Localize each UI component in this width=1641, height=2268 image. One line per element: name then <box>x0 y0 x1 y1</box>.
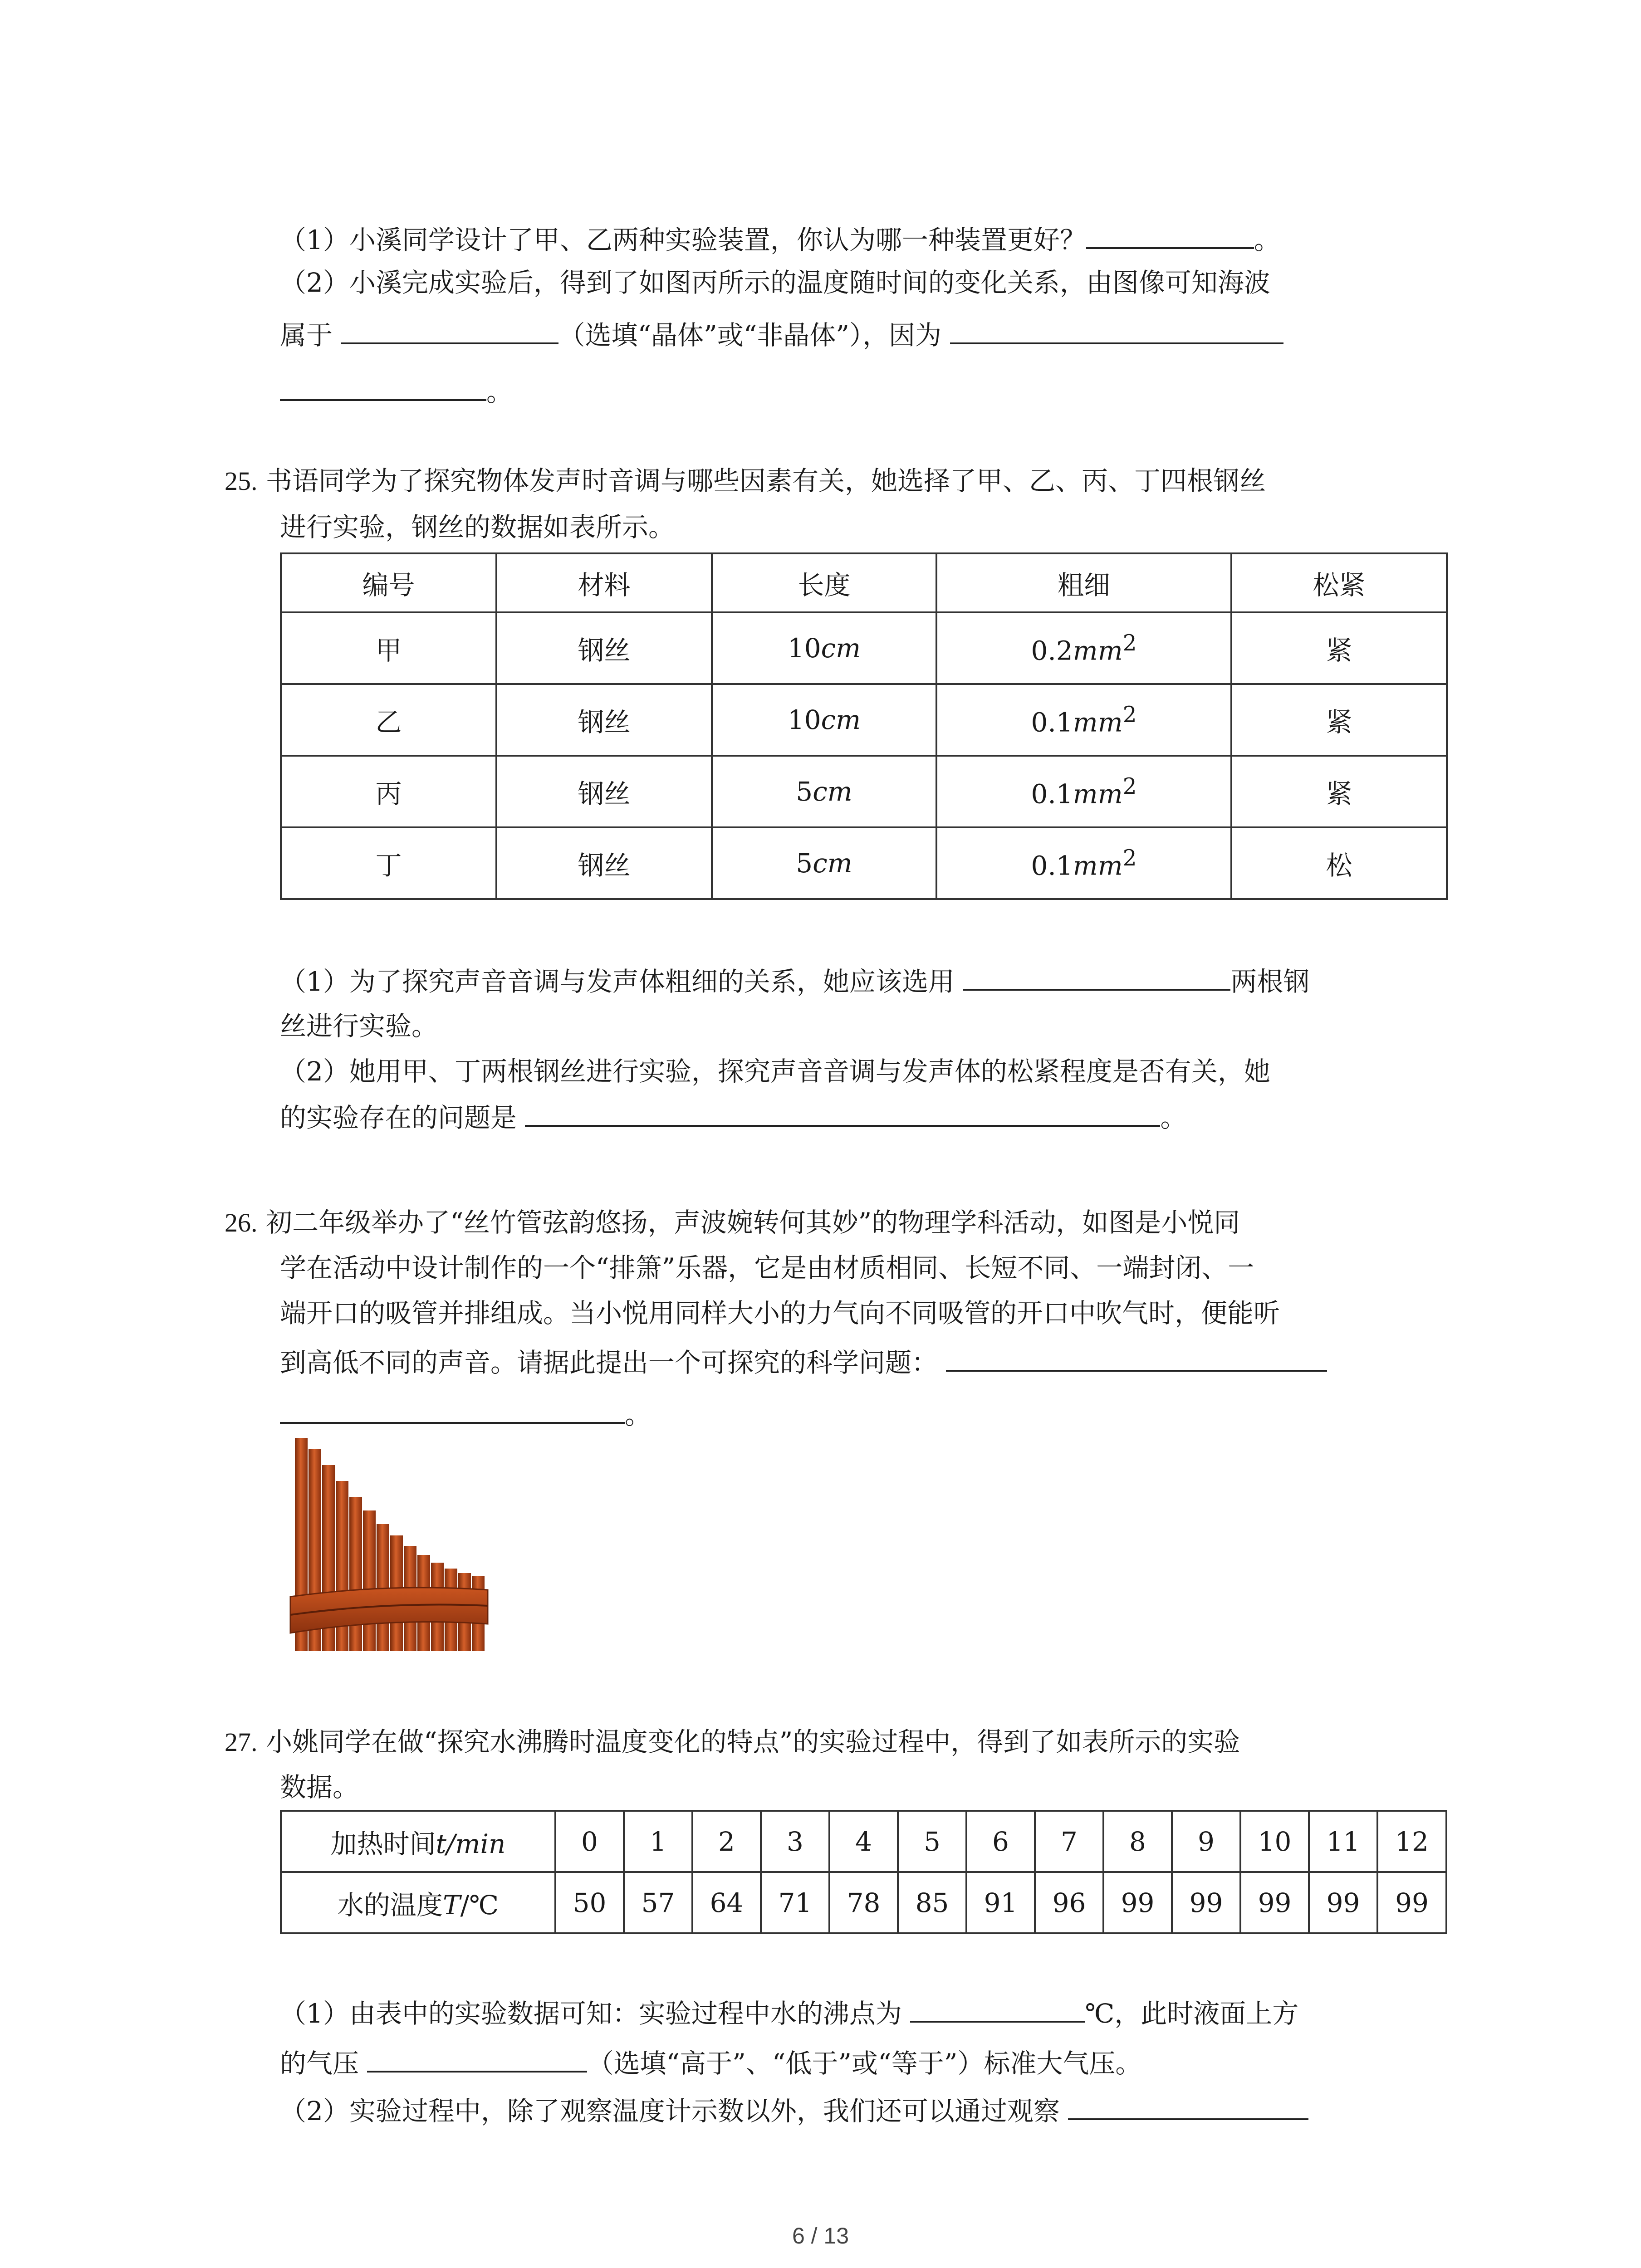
row-label-temp: 水的温度T/℃ <box>281 1872 555 1933</box>
answer-blank[interactable] <box>963 962 1230 991</box>
temp-cell: 91 <box>966 1872 1035 1933</box>
wire-length: 5cm <box>712 827 936 899</box>
row-label-time: 加热时间t/min <box>281 1811 555 1872</box>
answer-blank[interactable] <box>367 2043 587 2072</box>
wire-id: 乙 <box>281 684 496 756</box>
pan-flute-image <box>281 1433 499 1660</box>
answer-blank[interactable] <box>1068 2091 1308 2120</box>
table-header: 粗细 <box>936 553 1231 612</box>
q26-line4: 到高低不同的声音。请据此提出一个可探究的科学问题： <box>280 1343 1327 1381</box>
wire-material: 钢丝 <box>496 756 712 827</box>
table-row <box>281 684 1447 756</box>
wire-material: 钢丝 <box>496 684 712 756</box>
wire-length: 5cm <box>712 756 936 827</box>
wire-thickness: $0.1mm^2$ <box>936 684 1231 756</box>
boiling-data-table <box>280 1810 1447 1934</box>
wire-tension: 紧 <box>1231 684 1447 756</box>
wire-thickness: $0.1mm^2$ <box>936 756 1231 827</box>
wire-thickness: $0.1mm^2$ <box>936 827 1231 899</box>
time-cell: 0 <box>555 1811 624 1872</box>
q27-sub1-cont: 的气压 （选填“高于”、“低于”或“等于”）标准大气压。 <box>280 2043 1141 2082</box>
steel-wire-table <box>280 552 1448 900</box>
table-header: 编号 <box>281 553 496 612</box>
temp-cell: 99 <box>1103 1872 1172 1933</box>
table-row <box>281 612 1447 684</box>
wire-tension: 松 <box>1231 827 1447 899</box>
wire-length: 10cm <box>712 612 936 684</box>
answer-blank[interactable] <box>280 372 486 401</box>
temp-cell: 85 <box>898 1872 966 1933</box>
time-cell: 2 <box>692 1811 761 1872</box>
time-cell: 7 <box>1035 1811 1103 1872</box>
q24-sub2-line3: 。 <box>280 372 513 410</box>
q25-sub2: （2）她用甲、丁两根钢丝进行实验，探究声音音调与发声体的松紧程度是否有关，她 <box>280 1056 1270 1087</box>
wire-id: 丁 <box>281 827 496 899</box>
answer-blank[interactable] <box>910 1994 1085 2023</box>
table-header: 长度 <box>712 553 936 612</box>
q27-line1: 27. 小姚同学在做“探究水沸腾时温度变化的特点”的实验过程中，得到了如表所示的实验 <box>225 1726 1240 1757</box>
answer-blank[interactable] <box>946 1343 1327 1372</box>
question-number: 25. <box>225 466 258 496</box>
temp-cell: 99 <box>1309 1872 1377 1933</box>
q25-sub1: （1）为了探究声音音调与发声体粗细的关系，她应该选用 两根钢 <box>280 962 1309 1000</box>
question-number: 26. <box>225 1208 258 1237</box>
wire-tension: 紧 <box>1231 612 1447 684</box>
q24-sub1: （1）小溪同学设计了甲、乙两种实验装置，你认为哪一种装置更好？ 。 <box>280 220 1280 258</box>
temp-cell: 64 <box>692 1872 761 1933</box>
temp-cell: 57 <box>624 1872 692 1933</box>
answer-blank[interactable] <box>280 1395 625 1424</box>
q27-sub1: （1）由表中的实验数据可知：实验过程中水的沸点为 ℃，此时液面上方 <box>280 1994 1298 2032</box>
time-cell: 9 <box>1172 1811 1240 1872</box>
q26-line1: 26. 初二年级举办了“丝竹管弦韵悠扬，声波婉转何其妙”的物理学科活动，如图是小悦同 <box>225 1207 1240 1238</box>
time-cell: 5 <box>898 1811 966 1872</box>
temp-cell: 99 <box>1377 1872 1446 1933</box>
q24-sub1-text: （1）小溪同学设计了甲、乙两种实验装置，你认为哪一种装置更好？ <box>280 225 1086 255</box>
table-row <box>281 1872 1446 1933</box>
time-cell: 4 <box>829 1811 898 1872</box>
time-cell: 10 <box>1240 1811 1309 1872</box>
q25-sub2-cont: 的实验存在的问题是 。 <box>280 1098 1186 1136</box>
wire-id: 甲 <box>281 612 496 684</box>
table-header: 松紧 <box>1231 553 1447 612</box>
temp-cell: 50 <box>555 1872 624 1933</box>
wire-material: 钢丝 <box>496 612 712 684</box>
answer-blank[interactable] <box>950 315 1283 344</box>
time-cell: 8 <box>1103 1811 1172 1872</box>
time-cell: 6 <box>966 1811 1035 1872</box>
page-number: 6 / 13 <box>792 2223 849 2248</box>
temp-cell: 99 <box>1240 1872 1309 1933</box>
table-header-row <box>281 553 1447 612</box>
question-number: 27. <box>225 1727 258 1757</box>
temp-cell: 71 <box>761 1872 829 1933</box>
q27-line2: 数据。 <box>280 1772 359 1803</box>
table-row <box>281 1811 1446 1872</box>
q26-line5: 。 <box>280 1395 651 1433</box>
answer-blank[interactable] <box>341 315 558 344</box>
table-header: 材料 <box>496 553 712 612</box>
wire-tension: 紧 <box>1231 756 1447 827</box>
q25-sub1-cont: 丝进行实验。 <box>280 1011 438 1041</box>
time-cell: 3 <box>761 1811 829 1872</box>
wire-material: 钢丝 <box>496 827 712 899</box>
table-row <box>281 827 1447 899</box>
q24-sub2-line1: （2）小溪完成实验后，得到了如图丙所示的温度随时间的变化关系，由图像可知海波 <box>280 267 1270 298</box>
answer-blank[interactable] <box>1086 220 1254 249</box>
q26-line3: 端开口的吸管并排组成。当小悦用同样大小的力气向不同吸管的开口中吹气时，便能听 <box>280 1298 1280 1329</box>
answer-blank[interactable] <box>525 1098 1160 1127</box>
time-cell: 11 <box>1309 1811 1377 1872</box>
time-cell: 1 <box>624 1811 692 1872</box>
wire-thickness: $0.2mm^2$ <box>936 612 1231 684</box>
q27-sub2: （2）实验过程中，除了观察温度计示数以外，我们还可以通过观察 <box>280 2091 1308 2129</box>
table-row <box>281 756 1447 827</box>
q25-line2: 进行实验，钢丝的数据如表所示。 <box>280 512 675 543</box>
q26-line2: 学在活动中设计制作的一个“排箫”乐器，它是由材质相同、长短不同、一端封闭、一 <box>280 1252 1254 1283</box>
temp-cell: 99 <box>1172 1872 1240 1933</box>
time-cell: 12 <box>1377 1811 1446 1872</box>
wire-id: 丙 <box>281 756 496 827</box>
q24-sub2-line2: 属于 （选填“晶体”或“非晶体”），因为 <box>280 315 1283 353</box>
wire-length: 10cm <box>712 684 936 756</box>
q25-line1: 25. 书语同学为了探究物体发声时音调与哪些因素有关，她选择了甲、乙、丙、丁四根钢丝 <box>225 465 1266 496</box>
temp-cell: 96 <box>1035 1872 1103 1933</box>
temp-cell: 78 <box>829 1872 898 1933</box>
